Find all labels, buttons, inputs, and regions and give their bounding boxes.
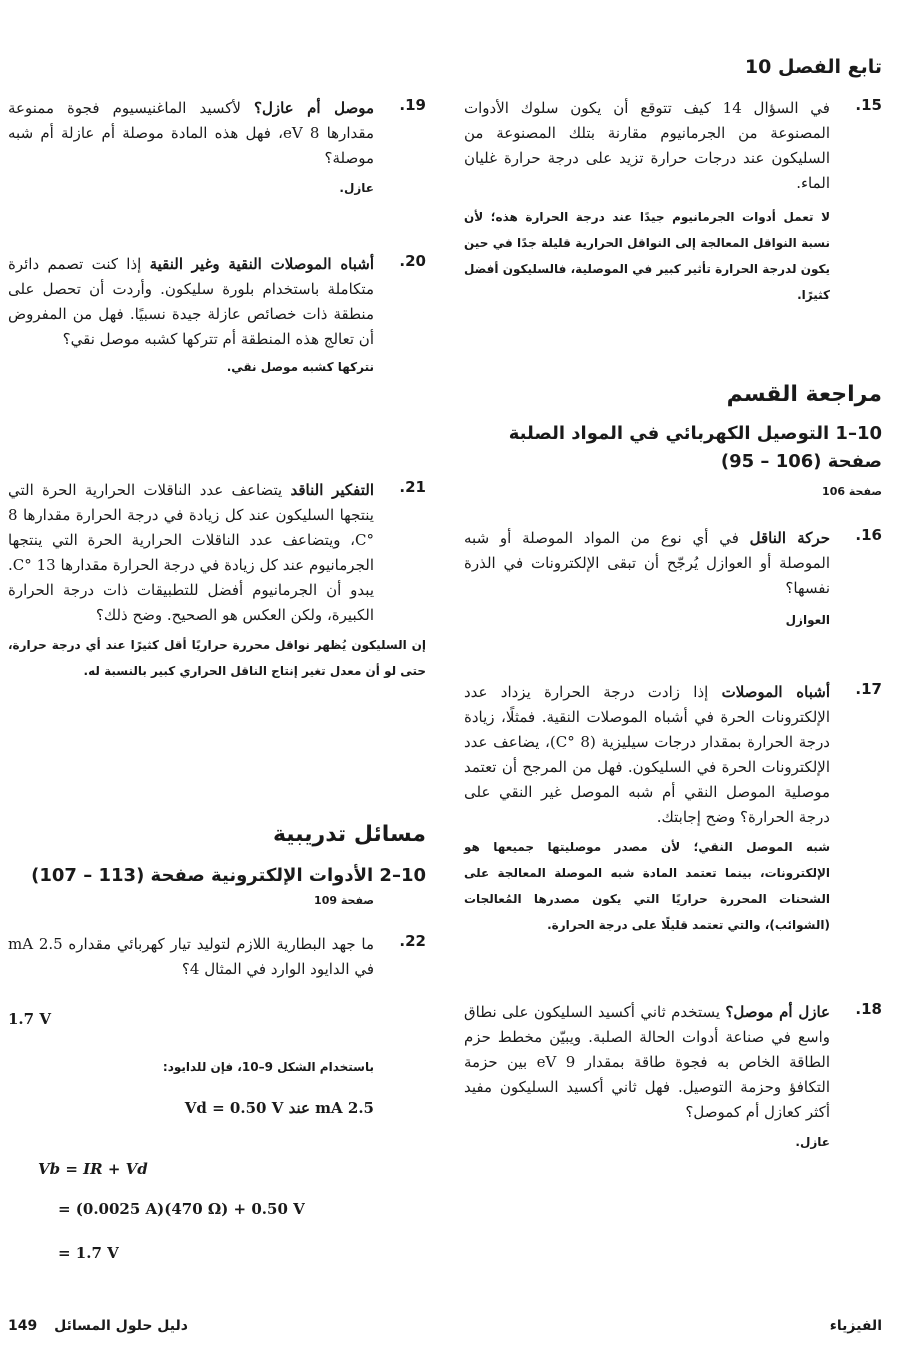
- question-text: [464, 680, 830, 830]
- question-16: [464, 526, 882, 633]
- question-number: .22: [399, 932, 426, 950]
- answer: نتركها كشبه موصل نقي.: [226, 360, 374, 374]
- question-body: يتضاعف عدد الناقلات الحرارية الحرة التي ينتجها السليكون عند كل زيادة في درجة الحرارة مقدارها 8 °C، ويتضاعف عدد الناقلات الحرارية الحرة التي ينتجها الجرمانيوم عند كل زيادة في درجة الحرارة مقدارها 13 °C. يبدو أن الجرمانيوم أفضل للتطبيقات ذات درجة الحرارة الكبيرة، ولكن العكس هو الصحيح. وضح ذلك؟: [8, 481, 374, 624]
- question-body: لأكسيد الماغنيسيوم فجوة ممنوعة مقدارها 8 eV، فهل هذه المادة موصلة أم عازلة أم شبه موصلة؟: [8, 99, 375, 167]
- answer: عازل.: [339, 181, 374, 195]
- question-text: [8, 96, 374, 171]
- question-text: [464, 526, 830, 601]
- answer: العوازل: [785, 613, 830, 627]
- question-number: .15: [855, 96, 882, 114]
- answer: لا تعمل أدوات الجرمانيوم جيدًا عند درجة الحرارة هذه؛ لأن نسبة النواقل المعالجة إلى النواقل الحرارية قليلة جدًا في حين يكون لدرجة الحرارة تأثير كبير في الموصلية، فالسليكون أفضل كثيرًا.: [464, 210, 830, 302]
- question-body: إذا كنت تصمم دائرة متكاملة باستخدام بلورة سليكون. وأردت أن تحصل على منطقة ذات خصائص عازلة جيدة نسبيًا. فهل من المفروض أن تعالج هذه المنطقة أم تتركها كشبه موصل نقي؟: [8, 255, 374, 348]
- question-number: .19: [399, 96, 426, 114]
- answer-value: 1.7 V: [8, 1010, 51, 1028]
- using-figure-text: باستخدام الشكل 9–10، فإن للدايود:: [162, 1060, 374, 1074]
- question-term: أشباه الموصلات النقية وغير النقية: [149, 255, 375, 273]
- question-number: .16: [855, 526, 882, 544]
- question-15: [464, 96, 882, 308]
- question-17: [464, 680, 882, 938]
- footer-guide-text: دليل حلول المسائل: [54, 1318, 188, 1334]
- practice-page: صفحة 109: [314, 894, 374, 907]
- section-review-title: مراجعة القسم: [726, 382, 882, 407]
- section-review-subtitle: 10–1 التوصيل الكهربائي في المواد الصلبة صفحة (106 – 95): [508, 423, 882, 472]
- question-body: إذا زادت درجة الحرارة يزداد عدد الإلكترونات الحرة في أشباه الموصلات النقية. فمثلًا، زيادة درجة الحرارة بمقدار درجات سيليزية (8 °C)، يضاعف عدد الإلكترونات الحرة في السليكون. فهل من المرجح أن تعتمد موصلية الموصل النقي أم شبه الموصل غير النقي على درجة الحرارة؟ وضح إجابتك.: [464, 683, 830, 826]
- question-term: عازل أم موصل؟: [725, 1003, 831, 1021]
- footer-subject: الفيزياء: [829, 1318, 882, 1334]
- right-column: [464, 0, 882, 1300]
- question-21: [8, 478, 426, 684]
- question-text: [8, 252, 374, 352]
- question-term: التفكير الناقد: [290, 481, 375, 499]
- question-text: [464, 1000, 830, 1125]
- question-20: [8, 252, 426, 380]
- question-18: [464, 1000, 882, 1155]
- practice-subtitle: 10–2 الأدوات الإلكترونية صفحة (113 – 107): [31, 865, 426, 886]
- question-body: يستخدم ثاني أكسيد السليكون على نطاق واسع في صناعة أدوات الحالة الصلبة. ويبيّن مخطط حزم الطاقة الخاص به فجوة طاقة بمقدار 9 eV بين حزمة التكافؤ وحزمة التوصيل. فهل ثاني أكسيد السليكون مفيد أكثر كعازل أم كموصل؟: [464, 1003, 830, 1121]
- condition-text: 2.5 mA عند Vd = 0.50 V: [184, 1099, 374, 1117]
- question-number: .17: [855, 680, 882, 698]
- question-text: ما جهد البطارية اللازم لتوليد تيار كهربائي مقداره 2.5 mA في الدايود الوارد في المثال 4؟: [8, 935, 374, 978]
- practice-title: مسائل تدريبية: [272, 822, 426, 847]
- answer: شبه الموصل النقي؛ لأن مصدر موصليتها جميعها هو الإلكترونات، بينما تعتمد المادة شبه الموصلة المعالجة على الشحنات المحررة حراريًا التي يكون مصدرها المُعالجات (الشوائب)، والتي تعتمد قليلًا على درجة الحرارة.: [464, 840, 830, 932]
- question-number: .18: [855, 1000, 882, 1018]
- question-number: .20: [399, 252, 426, 270]
- question-text: [8, 478, 374, 628]
- footer-guide: [8, 1318, 188, 1334]
- chapter-header: تابع الفصل 10: [744, 56, 882, 78]
- question-body: في أي نوع من المواد الموصلة أو شبه الموصلة أو العوازل يُرجّح أن تبقى الإلكترونات في الذرة نفسها؟: [464, 529, 830, 597]
- equation-line-1: Vb = IR + Vd: [38, 1160, 148, 1178]
- question-term: أشباه الموصلات: [721, 683, 830, 701]
- question-22: [8, 932, 426, 982]
- section-review-page: صفحة 106: [822, 485, 882, 498]
- question-text: في السؤال 14 كيف تتوقع أن يكون سلوك الأدوات المصنوعة من الجرمانيوم مقارنة بتلك المصنوعة من السليكون عند درجات حرارة تزيد على درجة حرارة غليان الماء.: [464, 99, 830, 192]
- footer-page-number: 149: [8, 1318, 38, 1334]
- answer: عازل.: [795, 1135, 830, 1149]
- answer: إن السليكون يُظهر نواقل محررة حراريًا أقل كثيرًا عند أي درجة حرارة، حتى لو أن معدل تغير إنتاج الناقل الحراري كبير بالنسبة له.: [8, 638, 426, 678]
- equation-line-3: = 1.7 V: [58, 1244, 119, 1262]
- equation-line-2: = (0.0025 A)(470 Ω) + 0.50 V: [58, 1200, 305, 1218]
- question-term: موصل أم عازل؟: [254, 99, 374, 117]
- diode-condition: [185, 1099, 374, 1117]
- question-number: .21: [399, 478, 426, 496]
- left-column: [8, 0, 426, 1300]
- question-19: [8, 96, 426, 201]
- question-term: حركة الناقل: [749, 529, 830, 547]
